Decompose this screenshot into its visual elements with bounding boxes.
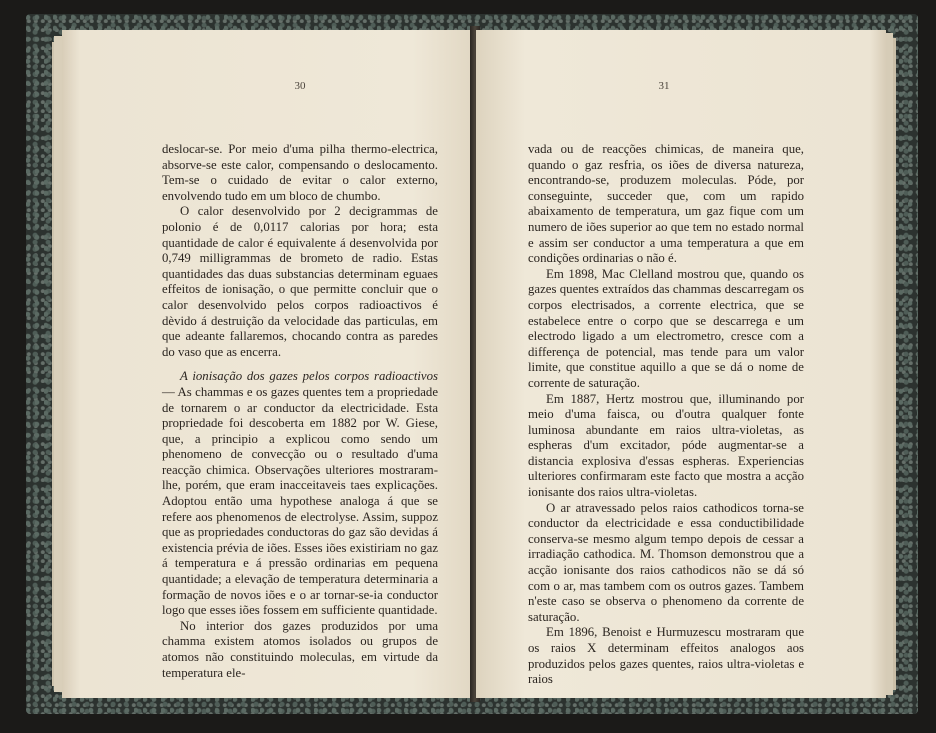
right-paragraph-1: vada ou de reacções chimicas, de maneira que, quando o gaz resfria, os iões de diversa natureza, encontrando-se, produzem moleculas. Póde, por conseguinte, succeder que, com um rapido abaixamento de temperatura, um gaz fique com um numero de iões superior ao que tem no estado normal e assim ser conductor a uma temperatura a que em condições ordinarias o não é. xyxy=(528,142,804,266)
right-page-number: 31 xyxy=(658,80,670,92)
right-page xyxy=(476,30,886,698)
left-paragraph-3-body: — As chammas e os gazes quentes tem a propriedade de tornarem o ar conductor da electricidade. Esta propriedade foi descoberta em 1882 por W. Giese, que, a principio a explicou como sendo um phenomeno de convecção ou o resultado d'uma reacção chimica. Observações ulteriores mostraram-lhe, porém, que eram inacceitaveis taes explicações. Adoptou então uma hypothese analoga á que se refere aos phenomenos de electrolyse. Assim, suppoz que as propriedades conductoras do gaz são devidas á existencia prévia de iões. Esses iões existiriam no gaz á temperatura e á pressão ordinarias em pequena quantidade; a elevação de temperatura determinaria a formação de novos iões e o ar tornar-se-ia conductor logo que esses iões fossem em sufficiente quantidade. xyxy=(162,384,438,618)
left-page xyxy=(62,30,474,698)
section-heading: A ionisação dos gazes pelos corpos radioactivos xyxy=(180,369,438,384)
left-paragraph-3 xyxy=(162,369,438,619)
left-paragraph-1: deslocar-se. Por meio d'uma pilha thermo-electrica, absorve-se este calor, compensando o deslocamento. Tem-se o cuidado de evitar o calor externo, envolvendo tudo em um bloco de chumbo. xyxy=(162,142,438,203)
right-paragraph-2: Em 1898, Mac Clelland mostrou que, quando os gazes quentes extraídos das chammas descarregam os corpos electrisados, a corrente electrica, que se estabelece entre o corpo que se descarrega e um electrodo ligado a um electrometro, cresce com a differença de potencial, mas tende para um valor limite, que constitue aquillo a que se dá o nome de corrente de saturação. xyxy=(528,266,804,390)
right-paragraph-4: O ar atravessado pelos raios cathodicos torna-se conductor da electricidade e essa conductibilidade conserva-se mesmo algum tempo depois de cessar a irradiação cathodica. M. Thomson demonstrou que a acção ionisante dos raios cathodicos não se dá só com o ar, mas tambem com os outros gazes. Tambem n'este caso se observa o phenomeno da corrente de saturação. xyxy=(528,500,804,624)
right-page-text xyxy=(528,142,804,688)
left-page-text xyxy=(162,142,438,681)
left-paragraph-2: O calor desenvolvido por 2 decigrammas de polonio é de 0,0117 calorias por hora; esta quantidade de calor é equivalente á desenvolvida por 0,749 milligrammas de brometo de radio. Estas quantidades das duas substancias determinam eguaes effeitos de ionisação, o que permitte concluir que o calor desenvolvido pelos corpos radioactivos é dèvido á destruição da velocidade das particulas, em que adeante fallaremos, chocando contra as paredes do vaso que as encerra. xyxy=(162,204,438,359)
right-paragraph-3: Em 1887, Hertz mostrou que, illuminando por meio d'uma faisca, ou d'outra qualquer fonte luminosa abundante em raios ultra-violetas, as espheras d'um excitador, póde augmentar-se a distancia explosiva d'essas espheras. Experiencias ulteriores confirmaram este facto que mostra a acção ionisante dos raios ultra-violetas. xyxy=(528,391,804,500)
right-paragraph-5: Em 1896, Benoist e Hurmuzescu mostraram que os raios X determinam effeitos analogos aos produzidos pelos gazes quentes, raios ultra-violetas e raios xyxy=(528,625,804,687)
left-paragraph-4: No interior dos gazes produzidos por uma chamma existem atomos isolados ou grupos de atomos não constituindo moleculas, em virtude da temperatura ele- xyxy=(162,618,438,680)
left-page-number: 30 xyxy=(294,80,306,92)
